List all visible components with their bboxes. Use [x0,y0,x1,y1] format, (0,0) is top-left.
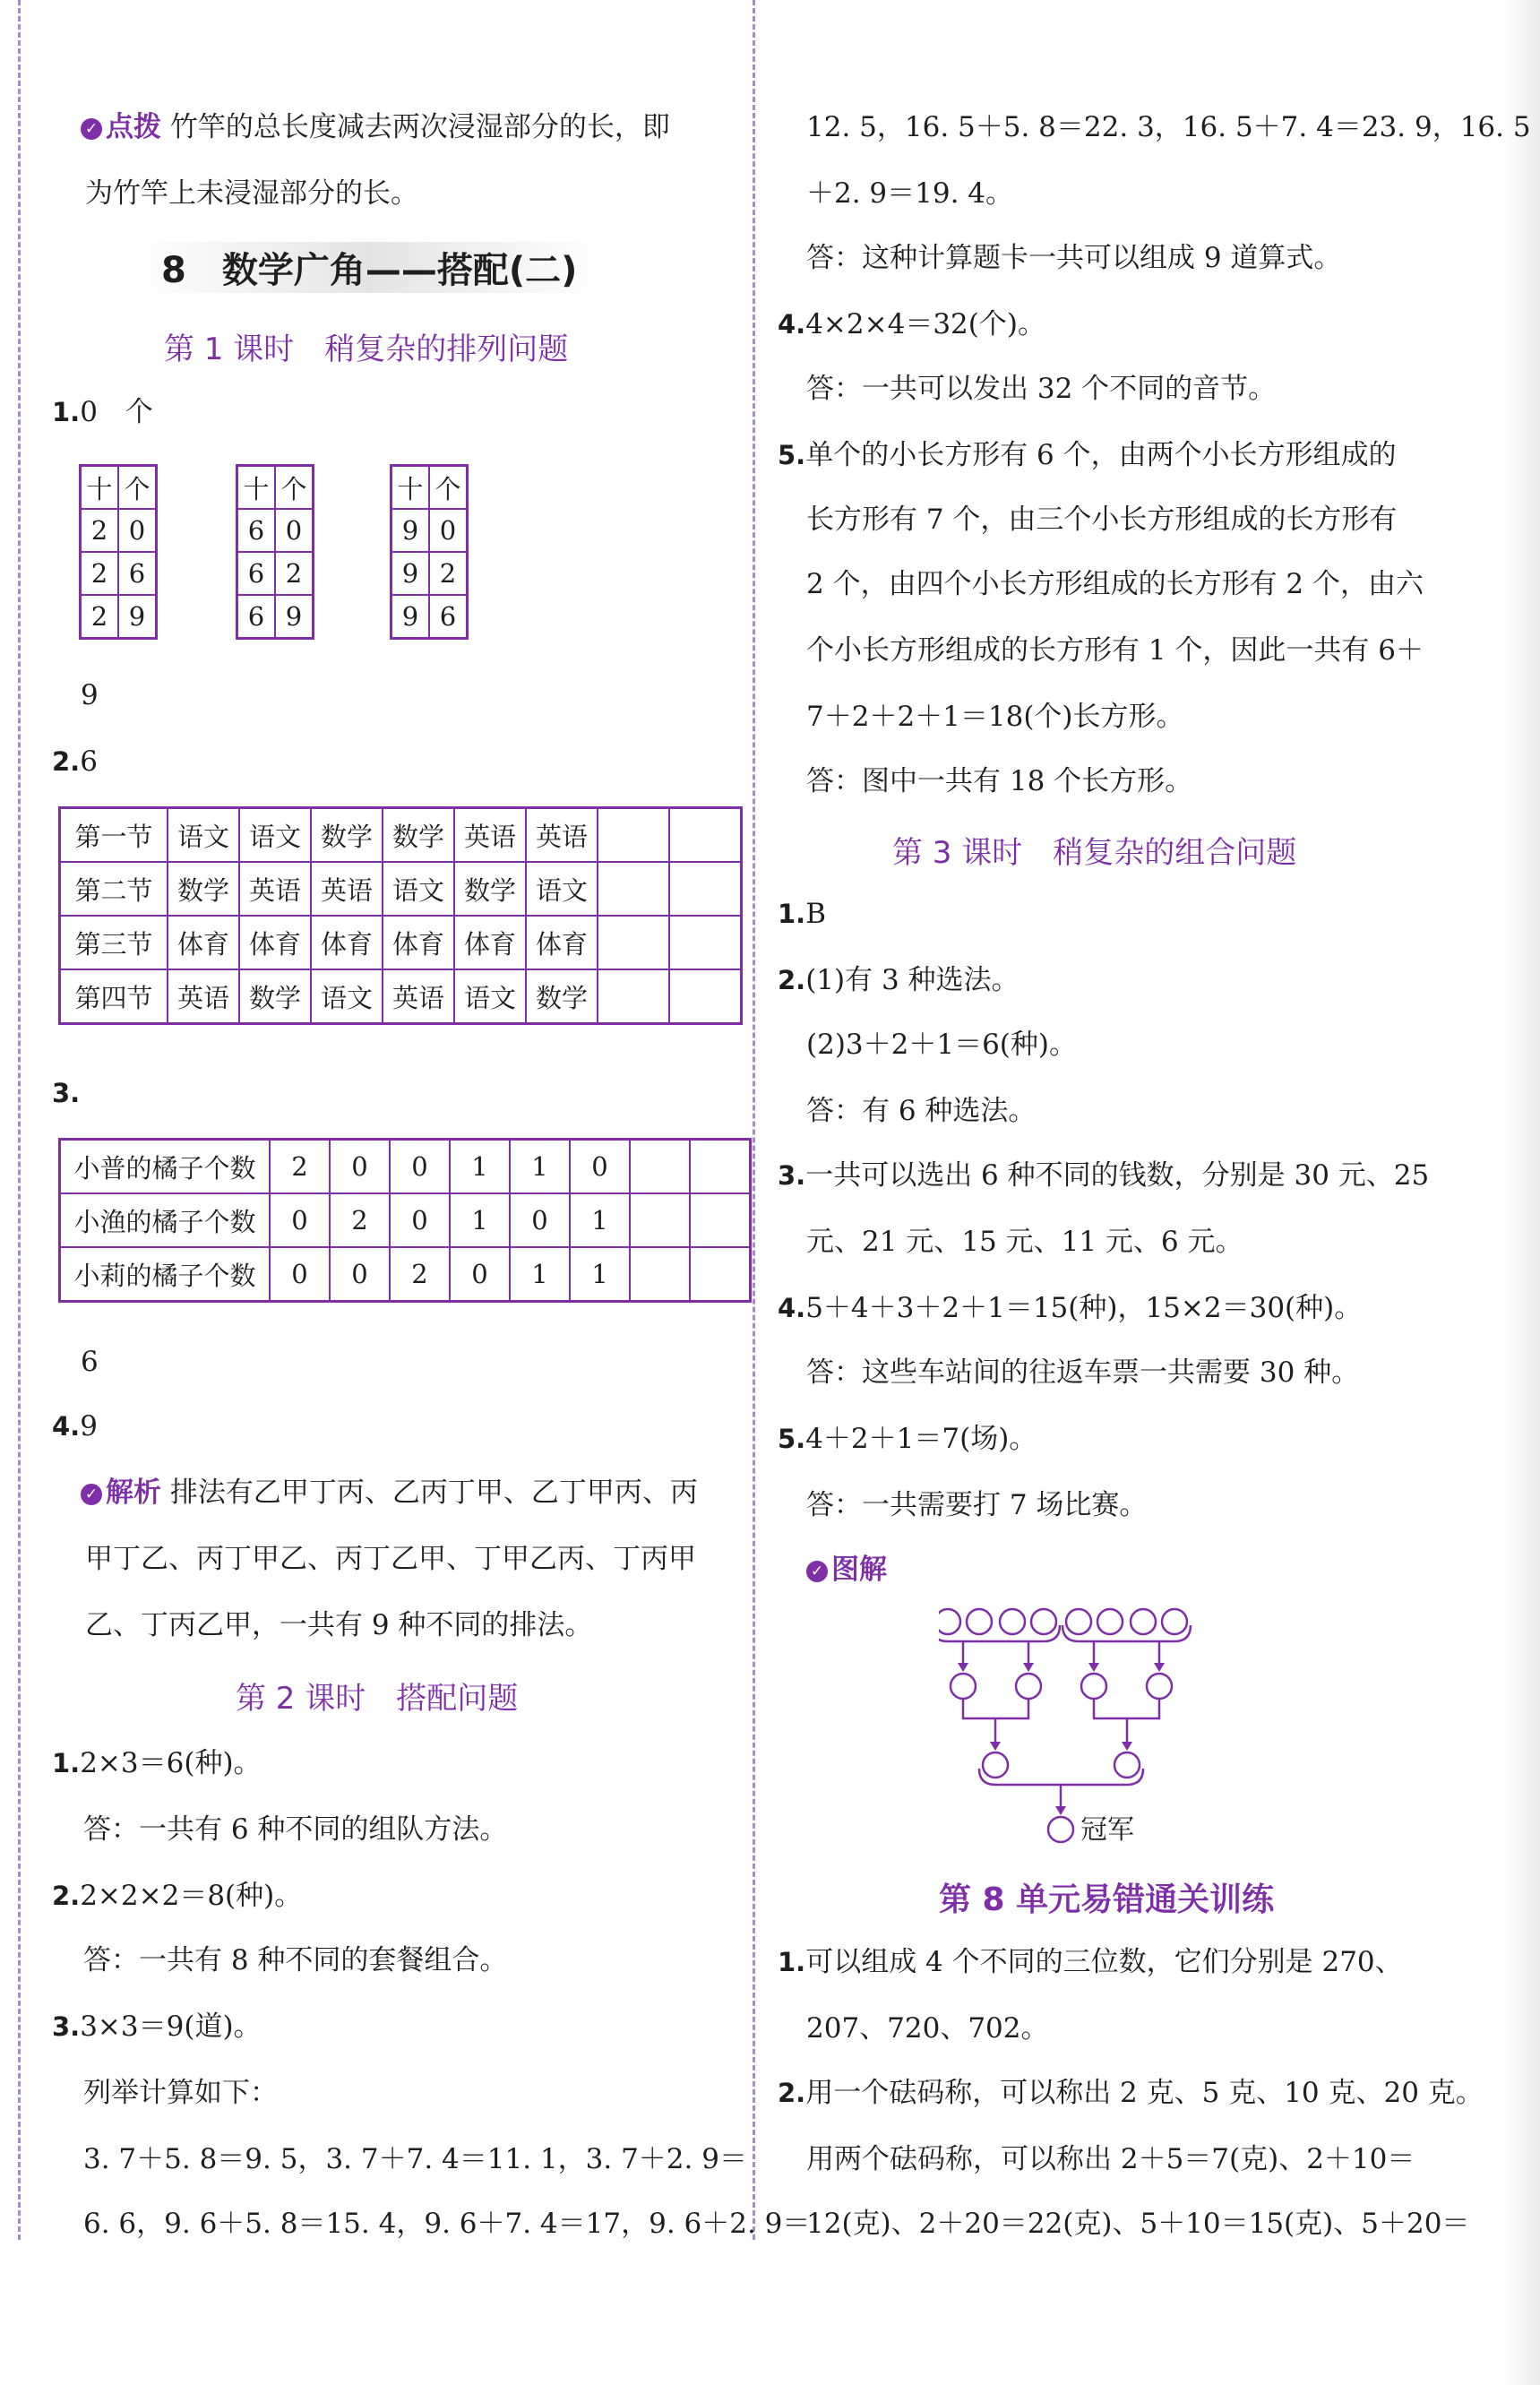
analysis-line-2: 甲丁乙、丙丁甲乙、丙丁乙甲、丁甲乙丙、丁丙甲 [85,1543,696,1575]
l2-q5-line-3: 2 个，由四个小长方形组成的长方形有 2 个，由六 [806,568,1424,600]
table-cell [669,862,742,916]
table-cell: 6 [118,552,157,595]
l2-q1-answer: 答：一共有 6 种不同的组队方法。 [83,1813,508,1846]
table-cell: 0 [390,1140,450,1194]
calc-line-3: 12. 5，16. 5＋5. 8＝22. 3，16. 5＋7. 4＝23. 9，16. 5 [806,111,1531,143]
diagram-icon: ✓ [806,1561,828,1582]
table-cell: 0 [390,1193,450,1247]
table-cell [669,969,742,1024]
table-cell: 英语 [383,969,454,1024]
table-cell: 0 [275,509,314,552]
table-cell: 1 [450,1193,510,1247]
table-cell: 小渔的橘子个数 [60,1193,271,1247]
table-cell: 9 [391,509,430,552]
table-cell: 0 [330,1140,390,1194]
u-q2-line-3: 12(克)、2＋20＝22(克)、5＋10＝15(克)、5＋20＝ [806,2208,1470,2240]
chapter-title: 8 数学广角——搭配(二) [134,242,604,293]
table-cell: 0 [270,1247,330,1302]
table-cell [630,1193,690,1247]
lesson2-title: 第 2 课时 搭配问题 [236,1681,519,1717]
digit-table-1 [79,464,158,640]
digit-table-2 [236,464,314,640]
tournament-bracket-diagram [939,1604,1208,1855]
lesson1-title: 第 1 课时 稍复杂的排列问题 [164,331,569,367]
left-margin-line [18,0,21,2240]
analysis-tag: ✓ 解析 [81,1477,161,1509]
l3-q2-answer: 答：有 6 种选法。 [806,1095,1037,1127]
hint-line-1: ✓ 点拨 竹竿的总长度减去两次浸湿部分的长，即 [81,109,670,145]
analysis-line-3: 乙、丁丙乙甲，一共有 9 种不同的排法。 [85,1609,593,1641]
diagram-tag: ✓ 图解 [806,1554,887,1586]
table-cell: 1 [570,1247,630,1302]
q1-line: 1.0 个 [52,396,153,428]
q3-answer: 6 [81,1346,99,1378]
table-cell: 0 [270,1193,330,1247]
table-cell: 9 [391,552,430,595]
q3-line: 3. [52,1078,81,1108]
table-cell [690,1247,751,1302]
table-cell: 0 [510,1193,570,1247]
table-cell: 1 [570,1193,630,1247]
table-cell: 体育 [168,916,239,969]
hint-tag: ✓ 点拨 [81,111,161,143]
l2-q4-line: 4.4×2×4＝32(个)。 [778,308,1045,340]
table-cell: 体育 [526,916,598,969]
digit-table-3 [390,464,469,640]
page-edge-shadow [1504,0,1540,2385]
table-cell [630,1247,690,1302]
l2-q3-answer: 答：这种计算题卡一共可以组成 9 道算式。 [806,242,1342,274]
hint-line-2: 为竹竿上未浸湿部分的长。 [85,177,418,210]
q1-answer: 9 [81,679,99,711]
table-cell: 个 [275,466,314,510]
table-cell: 9 [275,595,314,639]
table-cell: 2 [81,595,119,639]
table-cell: 小普的橘子个数 [60,1140,271,1194]
unit-title: 第 8 单元易错通关训练 [939,1881,1275,1918]
table-cell [598,862,669,916]
l2-q3-calc-2: 6. 6，9. 6＋5. 8＝15. 4，9. 6＋7. 4＝17，9. 6＋2. 9＝ [83,2208,811,2240]
table-cell: 体育 [454,916,526,969]
calc-line-4: ＋2. 9＝19. 4。 [806,177,1014,210]
analysis-icon: ✓ [81,1484,102,1505]
table-cell: 6 [237,509,276,552]
table-cell: 体育 [383,916,454,969]
table-cell: 1 [510,1247,570,1302]
champion-circle [1048,1817,1073,1842]
table-cell: 6 [429,595,468,639]
table-cell: 2 [81,509,119,552]
table-cell: 语文 [454,969,526,1024]
winner-circle [951,1674,976,1699]
table-cell: 英语 [311,862,383,916]
table-cell: 1 [450,1140,510,1194]
table-cell [630,1140,690,1194]
table-cell: 2 [81,552,119,595]
table-cell [598,916,669,969]
l3-q3-line-1: 3.一共可以选出 6 种不同的钱数，分别是 30 元、25 [778,1159,1430,1192]
table-cell: 第四节 [60,969,168,1024]
table-cell: 个 [118,466,157,510]
table-cell: 十 [237,466,276,510]
table-cell: 数学 [526,969,598,1024]
player-circle [1031,1609,1056,1634]
table-cell [669,916,742,969]
table-cell: 语文 [526,862,598,916]
l3-q2-line-b: (2)3＋2＋1＝6(种)。 [806,1029,1077,1061]
l3-q3-line-2: 元、21 元、15 元、11 元、6 元。 [806,1226,1243,1258]
l2-q5-line-1: 5.单个的小长方形有 6 个，由两个小长方形组成的 [778,439,1397,471]
l2-q2-answer: 答：一共有 8 种不同的套餐组合。 [83,1944,508,1976]
u-q1-line-1: 1.可以组成 4 个不同的三位数，它们分别是 270、 [778,1946,1403,1978]
table-cell [690,1140,751,1194]
hint-icon: ✓ [81,118,102,140]
u-q2-line-2: 用两个砝码称，可以称出 2＋5＝7(克)、2＋10＝ [806,2143,1415,2175]
table-cell: 数学 [239,969,311,1024]
winner-circle [1081,1674,1106,1699]
player-circle [1131,1609,1156,1634]
table-cell: 第三节 [60,916,168,969]
table-cell: 数学 [383,808,454,863]
player-circle [1097,1609,1123,1634]
table-cell: 2 [429,552,468,595]
table-cell [669,808,742,863]
table-cell: 体育 [311,916,383,969]
table-cell: 语文 [239,808,311,863]
schedule-table [58,806,743,1025]
q2-line: 2.6 [52,745,98,778]
l3-q4-answer: 答：这些车站间的往返车票一共需要 30 种。 [806,1356,1360,1389]
table-cell: 语文 [168,808,239,863]
column-divider-line [753,0,755,2240]
l2-q5-answer: 答：图中一共有 18 个长方形。 [806,765,1193,797]
diagram-tag-line [806,1552,887,1588]
table-cell: 2 [330,1193,390,1247]
l2-q3-list: 列举计算如下： [83,2077,278,2109]
table-cell: 数学 [311,808,383,863]
table-cell: 体育 [239,916,311,969]
player-circle [967,1609,992,1634]
table-cell: 英语 [526,808,598,863]
table-cell: 英语 [168,969,239,1024]
table-cell: 个 [429,466,468,510]
l2-q5-line-5: 7＋2＋2＋1＝18(个)长方形。 [806,701,1184,733]
table-cell: 0 [570,1140,630,1194]
champion-label: 冠军 [1080,1814,1134,1846]
table-cell: 小莉的橘子个数 [60,1247,271,1302]
q4-line: 4.9 [52,1410,98,1442]
table-cell: 2 [390,1247,450,1302]
l3-q4-line: 4.5＋4＋3＋2＋1＝15(种)，15×2＝30(种)。 [778,1292,1363,1324]
winner-circle [1016,1674,1041,1699]
analysis-line-1: ✓ 解析 排法有乙甲丁丙、乙丙丁甲、乙丁甲丙、丙 [81,1475,698,1511]
table-cell: 9 [118,595,157,639]
player-circle [1000,1609,1025,1634]
table-cell: 2 [275,552,314,595]
u-q2-line-1: 2.用一个砝码称，可以称出 2 克、5 克、10 克、20 克。 [778,2077,1484,2109]
l2-q3-calc-1: 3. 7＋5. 8＝9. 5，3. 7＋7. 4＝11. 1，3. 7＋2. 9＝ [83,2143,747,2175]
player-circle [1162,1609,1187,1634]
l2-q5-line-4: 个小长方形组成的长方形有 1 个，因此一共有 6＋ [806,634,1424,667]
player-circle [1066,1609,1091,1634]
l2-q2-line: 2.2×2×2＝8(种)。 [52,1880,303,1912]
table-cell [598,969,669,1024]
table-cell [598,808,669,863]
orange-table [58,1138,752,1303]
table-cell: 0 [450,1247,510,1302]
table-cell: 语文 [383,862,454,916]
table-cell: 第二节 [60,862,168,916]
l2-q1-line: 1.2×3＝6(种)。 [52,1747,262,1779]
l2-q3-line: 3.3×3＝9(道)。 [52,2010,262,2043]
table-cell: 6 [237,552,276,595]
table-cell: 0 [330,1247,390,1302]
table-cell: 英语 [454,808,526,863]
table-cell: 英语 [239,862,311,916]
table-cell: 十 [391,466,430,510]
player-circle [939,1609,960,1634]
semifinal-circle [1114,1752,1140,1778]
l2-q5-line-2: 长方形有 7 个，由三个小长方形组成的长方形有 [806,504,1398,536]
table-cell: 0 [429,509,468,552]
table-cell: 1 [510,1140,570,1194]
winner-circle [1147,1674,1172,1699]
table-cell: 2 [270,1140,330,1194]
table-cell: 数学 [454,862,526,916]
table-cell: 0 [118,509,157,552]
semifinal-circle [983,1752,1008,1778]
l3-q5-line: 5.4＋2＋1＝7(场)。 [778,1423,1037,1455]
l3-q1-line: 1.B [778,898,826,930]
u-q1-line-2: 207、720、702。 [806,2012,1049,2045]
table-cell: 6 [237,595,276,639]
table-cell: 9 [391,595,430,639]
table-cell: 第一节 [60,808,168,863]
l2-q4-answer: 答：一共可以发出 32 个不同的音节。 [806,373,1277,405]
table-cell: 数学 [168,862,239,916]
table-cell [690,1193,751,1247]
l3-q5-answer: 答：一共需要打 7 场比赛。 [806,1489,1148,1521]
table-cell: 十 [81,466,119,510]
l3-q2-line-a: 2.(1)有 3 种选法。 [778,964,1019,996]
lesson3-title: 第 3 课时 稍复杂的组合问题 [892,835,1297,871]
table-cell: 语文 [311,969,383,1024]
